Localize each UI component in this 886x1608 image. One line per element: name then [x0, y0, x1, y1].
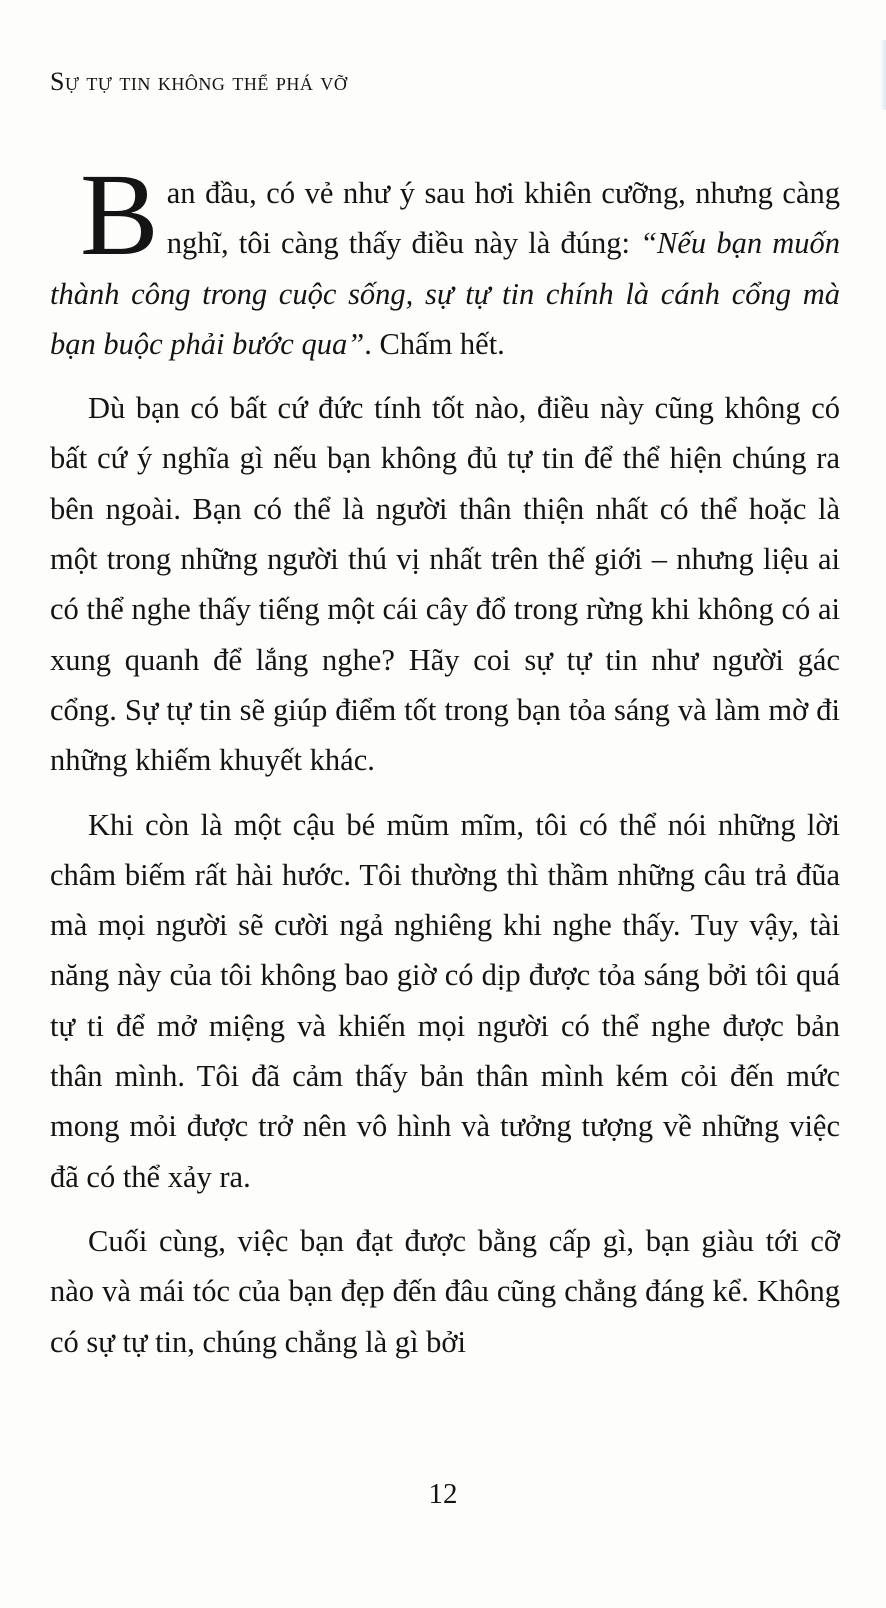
paragraph-1 [50, 149, 840, 369]
running-head: Sự tự tin không thể phá vỡ [50, 67, 348, 96]
drop-cap: B [80, 149, 159, 280]
paragraph-3: Khi còn là một cậu bé mũm mĩm, tôi có thể nói những lời châm biếm rất hài hước. Tôi thường thì thầm những câu trả đũa mà mọi người sẽ cười ngả nghiêng khi nghe thấy. Tuy vậy, tài năng này của tôi không bao giờ có dịp được tỏa sáng bởi tôi quá tự ti để mở miệng và khiến mọi người có thể nghe được bản thân mình. Tôi đã cảm thấy bản thân mình kém cỏi đến mức mong mỏi được trở nên vô hình và tưởng tượng về những việc đã có thể xảy ra. [50, 807, 840, 1194]
paragraph-1-quote: “Nếu bạn muốn thành công trong cuộc sống, sự tự tin chính là cánh cổng mà bạn buộc phải bước qua” [50, 226, 840, 361]
paragraph-1-lead: an đầu, có vẻ như ý sau hơi khiên cưỡng, nhưng càng nghĩ, tôi càng thấy điều này là đúng: [166, 176, 840, 261]
paragraph-2: Dù bạn có bất cứ đức tính tốt nào, điều này cũng không có bất cứ ý nghĩa gì nếu bạn không đủ tự tin để thể hiện chúng ra bên ngoài. Bạn có thể là người thân thiện nhất có thể hoặc là một trong những người thú vị nhất trên thế giới – nhưng liệu ai có thể nghe thấy tiếng một cái cây đổ trong rừng khi không có ai xung quanh để lắng nghe? Hãy coi sự tự tin như người gác cổng. Sự tự tin sẽ giúp điểm tốt trong bạn tỏa sáng và làm mờ đi những khiếm khuyết khác. [50, 391, 840, 778]
paragraph-1-tail: . Chấm hết. [364, 326, 505, 361]
page-number: 12 [428, 1478, 458, 1510]
page-edge [880, 40, 886, 110]
paragraph-4: Cuối cùng, việc bạn đạt được bằng cấp gì, bạn giàu tới cỡ nào và mái tóc của bạn đẹp đến đâu cũng chẳng đáng kể. Không có sự tự tin, chúng chẳng là gì bởi [50, 1223, 840, 1359]
body-text [50, 149, 840, 1381]
